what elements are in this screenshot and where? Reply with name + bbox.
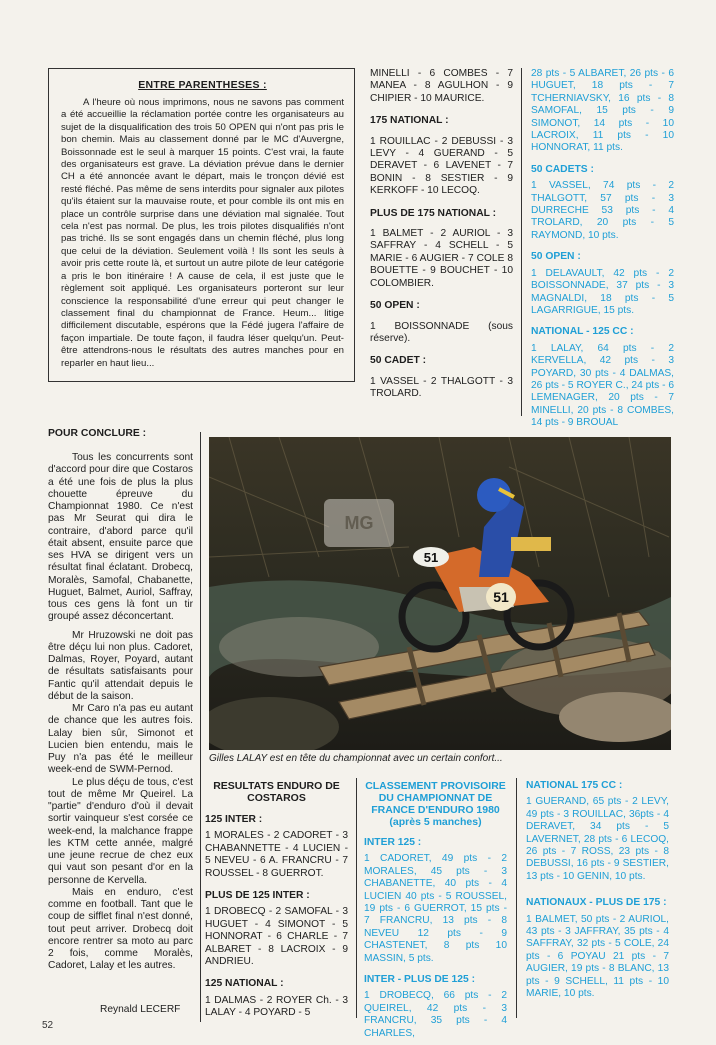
classement-divider	[516, 778, 517, 1018]
pour-conclure-body	[48, 452, 193, 973]
national-125-title: NATIONAL - 125 CC :	[531, 326, 634, 338]
conclure-paragraph-2: Mr Hruzowski ne doit pas être déçu lui non plus. Cadoret, Dalmas, Royer, Poyard, autant de résultats satisfaisants pour Fantic qu'il attendait depuis le début de la saison.	[48, 629, 193, 702]
inter-125-title: 125 INTER :	[205, 814, 263, 825]
watermark-logo	[324, 499, 394, 547]
plus-125-inter-text: 1 DROBECQ - 2 SAMOFAL - 3 HUGUET - 4 SIMONOT - 5 HONNORAT - 6 CHARLE - 7 ALBARET - 8 LACROIX - 9 ANDRIEU.	[205, 906, 348, 968]
photo-caption: Gilles LALAY est en tête du championnat avec un certain confort...	[209, 753, 503, 764]
national-125-results-title: 125 NATIONAL :	[205, 978, 284, 990]
plus-125-inter-title: PLUS DE 125 INTER :	[205, 890, 310, 902]
column-divider	[521, 68, 522, 416]
nationaux-plus-175-title: NATIONAUX - PLUS DE 175 :	[526, 897, 667, 909]
plus-175-national-text: 1 BALMET - 2 AURIOL - 3 SAFFRAY - 4 SCHELL - 5 MARIE - 6 AUGIER - 7 COLE 8 BOUETTE - 9 BOUCHET - 10 COLOMBIER.	[370, 228, 513, 289]
entre-parentheses-title: ENTRE PARENTHESES :	[138, 79, 267, 91]
inter-plus-125-text: 1 DROBECQ, 66 pts - 2 QUEIREL, 42 pts - 3 FRANCRU, 35 pts - 4 CHARLES,	[364, 990, 507, 1039]
cadet-50-text: 1 VASSEL - 2 THALGOTT - 3 TROLARD.	[370, 375, 513, 400]
cadet-50-title: 50 CADET :	[370, 355, 427, 367]
national-175cc-title: NATIONAL 175 CC :	[526, 780, 623, 791]
cadets-50-text: 1 VASSEL, 74 pts - 2 THALGOTT, 57 pts - 3 DURRECHE 53 pts - 4 TROLARD, 20 pts - 5 RAYMOND, 10 pts.	[531, 180, 674, 241]
inter-125-class-title: INTER 125 :	[364, 837, 422, 848]
open-50-class-text: 1 DELAVAULT, 42 pts - 2 BOISSONNADE, 37 pts - 3 MAGNALDI, 18 pts - 5 LAGARRIGUE, 15 pts.	[531, 267, 674, 316]
conclure-paragraph-4: Le plus déçu de tous, c'est tout de même Mr Queirel. La "partie" d'enduro d'où il devait sortir vainqueur s'est corsée ce week-end, la malchance frappe les KTM cette année, malgré une jeune recrue de chez eux qui vaut son pesant d'or en la personne de Kervella.	[48, 776, 193, 886]
conclure-paragraph-1: Tous les concurrents sont d'accord pour dire que Costaros a été une fois de plus la plus chouette épreuve du Championnat 1980. Ce n'est pas Mr Seurat qui dira le contraire, d'abord parce qu'il était absent, ensuite parce que ses HVA se dirigent vers un résultat final éclatant. Drobecq, Moralès, Samofal, Chabanette, Huguet, Balmet, Auriol, Saffray, tous ces gens là font un tir groupé assez déconcertant.	[48, 452, 193, 623]
plus-175-national-title: PLUS DE 175 NATIONAL :	[370, 207, 497, 219]
conclure-paragraph-3: Mr Caro n'a pas eu autant de chance que les autres fois. Lalay bien sûr, Simonot et Lucien bien entendu, mais le Puy n'a pas été le meilleur week-end de SWM-Pernod.	[48, 703, 193, 776]
classement-title: CLASSEMENT PROVISOIRE DU CHAMPIONNAT DE FRANCE D'ENDURO 1980 (après 5 manches)	[365, 780, 506, 828]
conclure-divider	[200, 432, 201, 1022]
national-125-results-text: 1 DALMAS - 2 ROYER Ch. - 3 LALAY - 4 POYARD - 5	[205, 994, 348, 1019]
inter-125-text: 1 MORALES - 2 CADORET - 3 CHABANNETTE - 4 LUCIEN - 5 NEVEU - 6 A. FRANCRU - 7 ROUSSEL - 8 GUERROT.	[205, 830, 348, 879]
motocross-photo	[209, 437, 671, 750]
national-125-text: 1 LALAY, 64 pts - 2 KERVELLA, 42 pts - 3 POYARD, 30 pts - 4 DALMAS, 26 pts - 5 ROYER C., 24 pts - 6 LEMENAGER, 20 pts - 7 MINELLI, 20 pts - 8 COMBES, 14 pts - 9 BROUAL	[531, 342, 674, 429]
page-number: 52	[42, 1020, 54, 1031]
resultats-title: RESULTATS ENDURO DE COSTAROS	[213, 780, 340, 804]
results-column-2	[370, 68, 513, 401]
bib-number: 51	[423, 550, 439, 565]
classement-provisoire-column	[364, 780, 507, 1040]
svg-text:MG: MG	[344, 513, 374, 533]
open-50-title: 50 OPEN :	[370, 300, 420, 312]
col2-top-text: MINELLI - 6 COMBES - 7 MANEA - 8 AGULHON - 9 CHIPIER - 10 MAURICE.	[370, 68, 513, 104]
results-divider	[356, 778, 357, 1018]
national-175-text: 1 ROUILLAC - 2 DEBUSSI - 3 LEVY - 4 GUERAND - 5 DERAVET - 6 LAVENET - 7 BONIN - 8 SESTIER - 9 KERKOFF - 10 LECOQ.	[370, 135, 513, 197]
author-signature: Reynald LECERF	[100, 1004, 181, 1015]
cadets-50-title: 50 CADETS :	[531, 163, 594, 175]
classement-column-3	[531, 68, 674, 430]
pour-conclure-title: POUR CONCLURE :	[48, 428, 147, 439]
entre-parentheses-text: A l'heure où nous imprimons, nous ne savons pas comment a été accueillie la réclamation portée contre les organisateurs au sujet de la disqualification des trois 50 OPEN qui n'ont pas pris le bon chemin. Mais au classement donné par le MC d'Auvergne, Boissonnade est le seul à marquer 15 points. C'est vrai, la faute des organisateurs est grave. La déviation prévue dans le dernier CH a été annoncée avant le départ, mais le tronçon dévié est resté fléché. Pas même de sens interdits pour signaler aux pilotes qu'ils étaient sur la mauvaise route, et pour comble ils ont mis en place un contrôle surprise dans une déviation mal signalée. Tout cela n'est pas normal. De plus, les trois pilotes disqualifiés n'ont pas triché. Ils se sont engagés dans un chemin fléché, plus long que celui de la déviation. Seulement voilà ! Ils sont les seuls à avoir pris cette route là, et surtout un autre pilote de leur catégorie a pris le bon itinéraire ! A cause de cela, il est juste que le règlement soit appliqué. Les organisateurs porteront sur leur conscience la responsabilité d'une erreur qui peut changer le classement final du championnat de France. Heum... litige difficilement discutable, espérons que la Fédé jugera l'affaire de façon impartiale. De toute façon, il faudra léser quelqu'un. Peut-être attendrons-nous le résultats des autres manches pour en reparler en haut lieu...	[61, 97, 344, 369]
open-50-text: 1 BOISSONNADE (sous réserve).	[370, 320, 513, 344]
national-175-column	[526, 780, 669, 1001]
bib-number-plate: 51	[493, 589, 509, 605]
entre-parentheses-box	[48, 68, 355, 382]
inter-plus-125-title: INTER - PLUS DE 125 :	[364, 974, 475, 986]
col3-top-text: 28 pts - 5 ALBARET, 26 pts - 6 HUGUET, 18 pts - 7 TCHERNIAVSKY, 16 pts - 8 SAMOFAL, 15 pts - 9 SIMONOT, 14 pts - 10 LACROIX, 11 pts - 10 HONNORAT, 11 pts.	[531, 68, 674, 154]
national-175cc-text: 1 GUERAND, 65 pts - 2 LEVY, 49 pts - 3 ROUILLAC, 36pts - 4 DERAVET, 34 pts - 5 LAVERNET, 28 pts - 6 LECOQ, 26 pts - 7 ROSS, 23 pts - 8 DEBUSSI, 16 pts - 9 SESTIER, 13 pts - 10 GENIN, 10 pts.	[526, 796, 669, 882]
resultats-enduro-column	[205, 780, 348, 1020]
open-50-class-title: 50 OPEN :	[531, 251, 581, 263]
rider-on-bridge-image	[209, 437, 671, 750]
inter-125-class-text: 1 CADORET, 49 pts - 2 MORALES, 45 pts - 3 CHABANETTE, 40 pts - 4 LUCIEN 40 pts - 5 ROUSSEL, 19 pts - 6 GUERROT, 15 pts - 7 FRANCRU, 13 pts - 8 NEVEU 12 pts - 9 CHASTENET, 8 pts 10 MASSIN, 5 pts.	[364, 853, 507, 964]
nationaux-plus-175-text: 1 BALMET, 50 pts - 2 AURIOL, 43 pts - 3 JAFFRAY, 35 pts - 4 SAFFRAY, 32 pts - 5 COLE, 24 pts - 6 POYAU 21 pts - 7 AUGIER, 19 pts - 8 BLANC, 13 pts - 9 SCHELL, 11 pts - 10 MARIE, 10 pts.	[526, 913, 669, 1000]
national-175-title: 175 NATIONAL :	[370, 115, 449, 127]
conclure-paragraph-5: Mais en enduro, c'est comme en football. Tant que le coup de sifflet final n'est donné, tout peut arriver. Drobecq doit encore rentrer sa moto au parc 2 fois, comme Moralès, Cadoret, Lalay et les autres.	[48, 886, 193, 972]
